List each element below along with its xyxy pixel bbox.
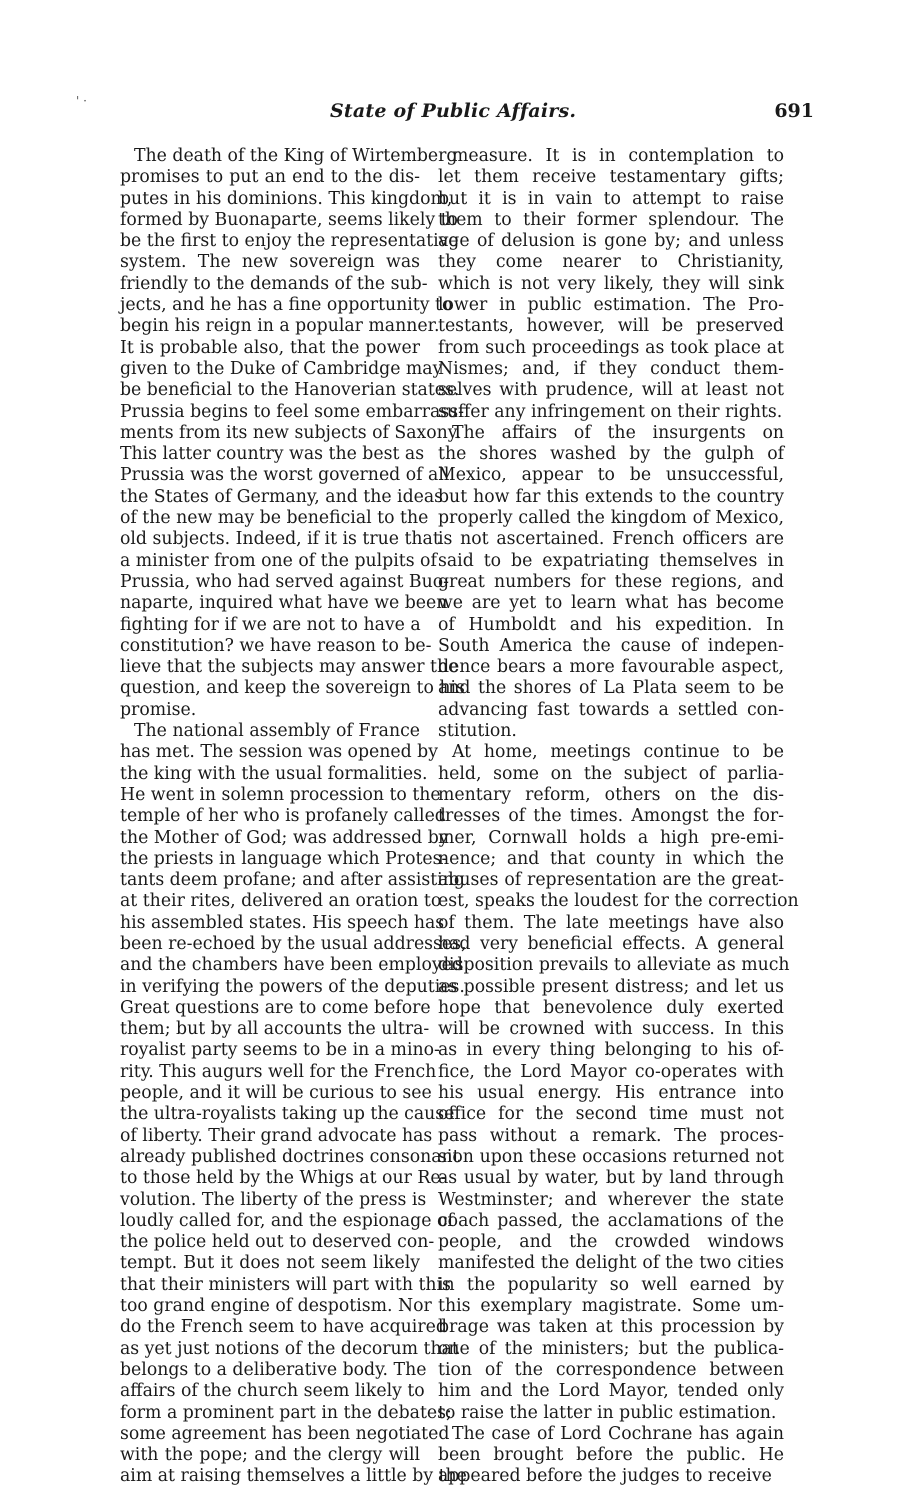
text-line: been brought before the public. He [438, 1445, 784, 1466]
text-line: advancing fast towards a settled con- [438, 699, 784, 720]
text-line: his usual energy. His entrance into [438, 1083, 784, 1104]
text-line: the States of Germany, and the ideas [120, 486, 444, 507]
paragraph [438, 146, 784, 423]
text-line: them; but by all accounts the ultra- [120, 1019, 430, 1040]
text-line: jects, and he has a fine opportunity to [120, 295, 453, 316]
text-line: but how far this extends to the country [438, 486, 784, 507]
text-line: lieve that the subjects may answer the [120, 657, 459, 678]
text-line: manifested the delight of the two cities [438, 1253, 784, 1274]
text-line: age of delusion is gone by; and unless [438, 231, 784, 252]
text-line: rity. This augurs well for the French [120, 1061, 437, 1082]
text-line: tresses of the times. Amongst the for- [438, 806, 784, 827]
text-line: system. The new sovereign was [120, 252, 420, 273]
text-line: of the new may be beneficial to the [120, 508, 429, 529]
text-line: in verifying the powers of the deputies. [120, 976, 465, 997]
text-line: sion upon these occasions returned not [438, 1146, 784, 1167]
text-line: mer, Cornwall holds a high pre-emi- [438, 827, 784, 848]
text-line: Prussia, who had served against Buo- [120, 571, 449, 592]
text-line: disposition prevails to alleviate as much [438, 955, 790, 976]
text-line: and the shores of La Plata seem to be [438, 678, 784, 699]
text-line: held, some on the subject of parlia- [438, 763, 784, 784]
text-line: loudly called for, and the espionage of [120, 1210, 454, 1231]
running-title: State of Public Affairs. [330, 100, 577, 122]
text-line: stitution. [438, 721, 517, 742]
text-line: the police held out to deserved con- [120, 1232, 435, 1253]
text-line: ments from its new subjects of Saxony. [120, 422, 461, 443]
page-number: 691 [774, 100, 814, 122]
text-line: At home, meetings continue to be [452, 742, 784, 763]
text-line: as yet just notions of the decorum that [120, 1338, 459, 1359]
text-line: He went in solemn procession to the [120, 784, 441, 805]
text-line: volution. The liberty of the press is [120, 1189, 427, 1210]
text-line: Nismes; and, if they conduct them- [438, 358, 784, 379]
text-line: already published doctrines consonant [120, 1146, 460, 1167]
text-line: temple of her who is profanely called [120, 806, 446, 827]
text-line: affairs of the church seem likely to [120, 1381, 425, 1402]
text-line: royalist party seems to be in a mino- [120, 1040, 440, 1061]
text-line: hope that benevolence duly exerted [438, 997, 784, 1018]
text-line: a minister from one of the pulpits of [120, 550, 437, 571]
text-line: selves with prudence, will at least not [438, 380, 784, 401]
text-line: to raise the latter in public estimation. [438, 1402, 777, 1423]
text-line: begin his reign in a popular manner. [120, 316, 440, 337]
page-mark: ' · [76, 94, 87, 108]
text-line: with the pope; and the clergy will [120, 1445, 420, 1466]
text-line: promises to put an end to the dis- [120, 167, 420, 188]
text-line: some agreement has been negotiated [120, 1423, 450, 1444]
text-line: and the chambers have been employed [120, 955, 463, 976]
text-line: be the first to enjoy the representative [120, 231, 459, 252]
text-line: been re-echoed by the usual addresses, [120, 933, 467, 954]
text-line: in the popularity so well earned by [438, 1274, 784, 1295]
text-line: at their rites, delivered an oration to [120, 891, 442, 912]
text-line: had very beneficial effects. A general [438, 933, 784, 954]
text-line: to those held by the Whigs at our Re- [120, 1168, 447, 1189]
text-line: South America the cause of indepen- [438, 635, 784, 656]
text-line: Prussia was the worst governed of all [120, 465, 450, 486]
text-line: his assembled states. His speech has [120, 912, 445, 933]
text-line: great numbers for these regions, and [438, 571, 784, 592]
text-line: fighting for if we are not to have a [120, 614, 421, 635]
text-line: nence; and that county in which the [438, 848, 784, 869]
text-line: friendly to the demands of the sub- [120, 273, 428, 294]
left-text-column [120, 146, 467, 1488]
text-line: we are yet to learn what has become [438, 593, 784, 614]
text-line: be beneficial to the Hanoverian states. [120, 380, 460, 401]
text-line: putes in his dominions. This kingdom, [120, 188, 453, 209]
text-line: people, and the crowded windows [438, 1232, 784, 1253]
text-line: but it is in vain to attempt to raise [438, 188, 784, 209]
text-line: said to be expatriating themselves in [438, 550, 784, 571]
paragraph [438, 742, 799, 1424]
text-line: the ultra-royalists taking up the cause [120, 1104, 455, 1125]
text-line: of Humboldt and his expedition. In [438, 614, 784, 635]
text-line: The national assembly of France [134, 721, 420, 742]
text-line: Prussia begins to feel some embarrass- [120, 401, 464, 422]
text-line: too grand engine of despotism. Nor [120, 1296, 432, 1317]
text-line: let them receive testamentary gifts; [438, 167, 784, 188]
right-text-column [438, 146, 799, 1488]
text-line: Mexico, appear to be unsuccessful, [438, 465, 784, 486]
text-line: tempt. But it does not seem likely [120, 1253, 420, 1274]
text-line: this exemplary magistrate. Some um- [438, 1296, 784, 1317]
text-line: will be crowned with success. In this [438, 1019, 784, 1040]
text-line: tion of the correspondence between [438, 1359, 784, 1380]
text-line: pass without a remark. The proces- [438, 1125, 784, 1146]
text-line: testants, however, will be preserved [438, 316, 784, 337]
text-line: do the French seem to have acquired [120, 1317, 447, 1338]
paragraph [120, 721, 467, 1488]
text-line: they come nearer to Christianity, [438, 252, 784, 273]
text-line: people, and it will be curious to see [120, 1083, 432, 1104]
paragraph [438, 423, 784, 742]
paragraph [120, 146, 465, 721]
text-line: properly called the kingdom of Mexico, [438, 508, 784, 529]
text-line: tants deem profane; and after assisting [120, 870, 465, 891]
text-line: promise. [120, 699, 197, 720]
text-line: naparte, inquired what have we been [120, 593, 448, 614]
text-line: is not ascertained. French officers are [438, 529, 784, 550]
text-line: measure. It is in contemplation to [452, 146, 784, 166]
text-line: Great questions are to come before [120, 997, 431, 1018]
text-line: office for the second time must not [438, 1104, 784, 1125]
paragraph [438, 1424, 784, 1488]
text-line: one of the ministers; but the publica- [438, 1338, 784, 1359]
text-line: suffer any infringement on their rights. [438, 401, 783, 422]
text-line: constitution? we have reason to be- [120, 635, 432, 656]
text-line: as in every thing belonging to his of- [438, 1040, 784, 1061]
text-line: the shores washed by the gulph of [438, 444, 784, 465]
text-line: abuses of representation are the great- [438, 870, 784, 891]
text-line: from such proceedings as took place at [438, 337, 784, 358]
text-line: belongs to a deliberative body. The [120, 1359, 427, 1380]
text-line: dence bears a more favourable aspect, [438, 657, 784, 678]
text-line: The affairs of the insurgents on [452, 422, 784, 443]
text-line: them to their former splendour. The [438, 209, 784, 230]
text-line: appeared before the judges to receive [438, 1466, 772, 1487]
text-line: est, speaks the loudest for the correction [438, 891, 799, 912]
text-line: the priests in language which Protes- [120, 848, 448, 869]
text-line: lower in public estimation. The Pro- [438, 295, 784, 316]
text-line: the king with the usual formalities. [120, 763, 428, 784]
running-header [0, 100, 924, 130]
text-line: him and the Lord Mayor, tended only [438, 1381, 784, 1402]
text-line: Westminster; and wherever the state [438, 1189, 784, 1210]
text-line: as possible present distress; and let us [438, 976, 784, 997]
text-line: The death of the King of Wirtemberg [134, 146, 458, 166]
text-line: as usual by water, but by land through [438, 1168, 784, 1189]
text-line: the Mother of God; was addressed by [120, 827, 449, 848]
text-line: of liberty. Their grand advocate has [120, 1125, 433, 1146]
text-line: fice, the Lord Mayor co-operates with [438, 1061, 784, 1082]
text-line: brage was taken at this procession by [438, 1317, 784, 1338]
text-line: coach passed, the acclamations of the [438, 1210, 784, 1231]
text-line: formed by Buonaparte, seems likely to [120, 209, 458, 230]
text-line: has met. The session was opened by [120, 742, 438, 763]
text-line: aim at raising themselves a little by the [120, 1466, 467, 1487]
text-line: which is not very likely, they will sink [438, 273, 784, 294]
text-line: The case of Lord Cochrane has again [452, 1423, 784, 1444]
text-line: given to the Duke of Cambridge may [120, 358, 443, 379]
text-line: form a prominent part in the debates; [120, 1402, 452, 1423]
text-line: This latter country was the best as [120, 444, 425, 465]
text-line: old subjects. Indeed, if it is true that [120, 529, 440, 550]
text-line: question, and keep the sovereign to his [120, 678, 465, 699]
text-line: It is probable also, that the power [120, 337, 420, 358]
text-line: that their ministers will part with this [120, 1274, 451, 1295]
text-line: of them. The late meetings have also [438, 912, 784, 933]
text-line: mentary reform, others on the dis- [438, 784, 784, 805]
